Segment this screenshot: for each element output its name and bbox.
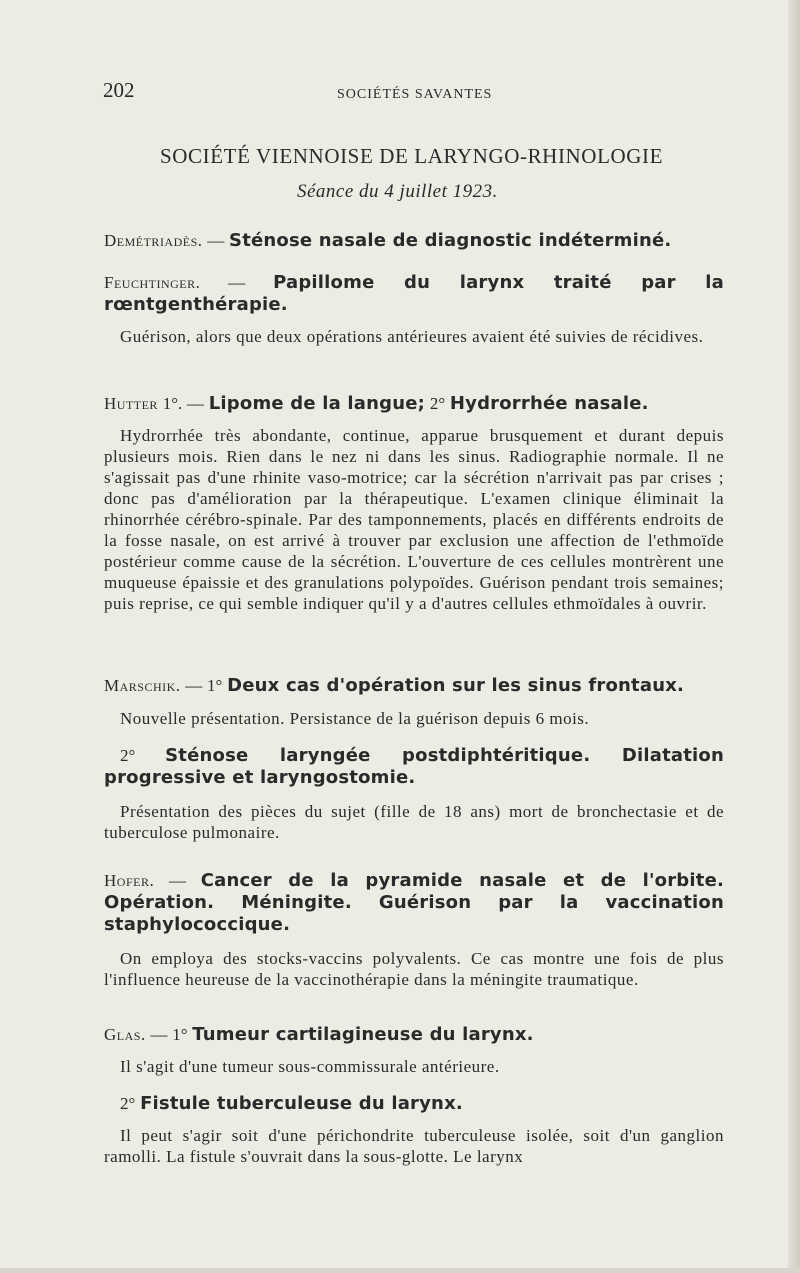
communication-title: Hydrorrhée nasale. bbox=[449, 393, 649, 414]
author-name: Glas. bbox=[104, 1025, 146, 1044]
dash: — bbox=[207, 231, 225, 250]
author-name: Demétriadès. bbox=[104, 231, 203, 250]
communication-body: Il s'agit d'une tumeur sous-commissurale antérieure. bbox=[120, 1057, 500, 1076]
communication-body: Guérison, alors que deux opérations antérieures avaient été suivies de récidives. bbox=[120, 327, 704, 346]
running-head: SOCIÉTÉS SAVANTES bbox=[337, 87, 493, 102]
communication-title: Papillome du larynx traité par la rœntgenthérapie. bbox=[104, 272, 725, 315]
entry-hofer bbox=[104, 870, 724, 990]
item-number: 1°. bbox=[162, 394, 183, 413]
dash: — bbox=[168, 871, 186, 890]
item-number: 1° bbox=[172, 1025, 188, 1044]
item-number: 1° bbox=[207, 676, 223, 695]
author-name: Hutter bbox=[104, 394, 158, 413]
communication-body: Il peut s'agir soit d'une périchondrite tuberculeuse isolée, soit d'un ganglion ramolli. La fistule s'ouvrait dans la sous-glotte. Le larynx bbox=[104, 1126, 724, 1166]
communication-title: Sténose nasale de diagnostic indéterminé. bbox=[229, 230, 672, 251]
communication-title: Tumeur cartilagineuse du larynx. bbox=[192, 1024, 534, 1045]
communication-title: Deux cas d'opération sur les sinus frontaux. bbox=[227, 675, 685, 696]
entry-feuchtinger bbox=[104, 272, 724, 347]
communication-title: Fistule tuberculeuse du larynx. bbox=[140, 1093, 463, 1114]
communication-body: Présentation des pièces du sujet (fille de 18 ans) mort de bronchectasie et de tuberculose pulmonaire. bbox=[104, 802, 724, 842]
entry-glas bbox=[104, 1024, 724, 1167]
item-number: 2° bbox=[120, 1094, 136, 1113]
communication-title: Lipome de la langue; bbox=[208, 393, 426, 414]
communication-body: On employa des stocks-vaccins polyvalents. Ce cas montre une fois de plus l'influence heureuse de la vaccinothérapie dans la méningite traumatique. bbox=[104, 949, 724, 989]
page-number: 202 bbox=[103, 78, 135, 102]
item-number: 2° bbox=[120, 746, 136, 765]
communication-body: Hydrorrhée très abondante, continue, apparue brusquement et durant depuis plusieurs mois. Rien dans le nez ni dans les sinus. Radiographie normale. Il ne s'agissait pas d'une rhinite vaso-motrice; car la sécrétion n'arrivait pas par crises ; donc pas d'amélioration par la thérapeutique. L'examen clinique éliminait la rhinorrhée cérébro-spinale. Par des tamponnements, placés en différents endroits de la fosse nasale, on est arrivé à trouver par exclusion une affection de l'ethmoïde postérieur comme cause de la sécrétion. L'ouverture de ces cellules montrèrent une muqueuse épaissie et des granulations polypoïdes. Guérison pendant trois semaines; puis reprise, ce qui semble indiquer qu'il y a d'autres cellules ethmoïdales à ouvrir. bbox=[104, 426, 724, 613]
communication-title: Sténose laryngée postdiphtéritique. Dilatation progressive et laryngostomie. bbox=[104, 745, 724, 788]
page-edge-shadow bbox=[788, 0, 800, 1273]
society-title: SOCIÉTÉ VIENNOISE DE LARYNGO-RHINOLOGIE bbox=[160, 144, 664, 168]
communication-title: Cancer de la pyramide nasale et de l'orbite. Opération. Méningite. Guérison par la vaccination staphylococcique. bbox=[104, 870, 725, 935]
dash: — bbox=[187, 394, 204, 413]
author-name: Feuchtinger. bbox=[104, 273, 201, 292]
dash: — bbox=[150, 1025, 168, 1044]
entry-marschik bbox=[104, 675, 724, 843]
author-name: Hofer. bbox=[104, 871, 155, 890]
page-edge-bottom bbox=[0, 1268, 800, 1273]
dash: — bbox=[185, 676, 203, 695]
entry-demetriades bbox=[104, 230, 724, 252]
author-name: Marschik. bbox=[104, 676, 181, 695]
entry-hutter bbox=[104, 393, 724, 614]
session-date: Séance du 4 juillet 1923. bbox=[297, 181, 498, 202]
dash: — bbox=[228, 273, 246, 292]
communication-body: Nouvelle présentation. Persistance de la guérison depuis 6 mois. bbox=[120, 709, 590, 728]
item-number: 2° bbox=[429, 394, 446, 413]
